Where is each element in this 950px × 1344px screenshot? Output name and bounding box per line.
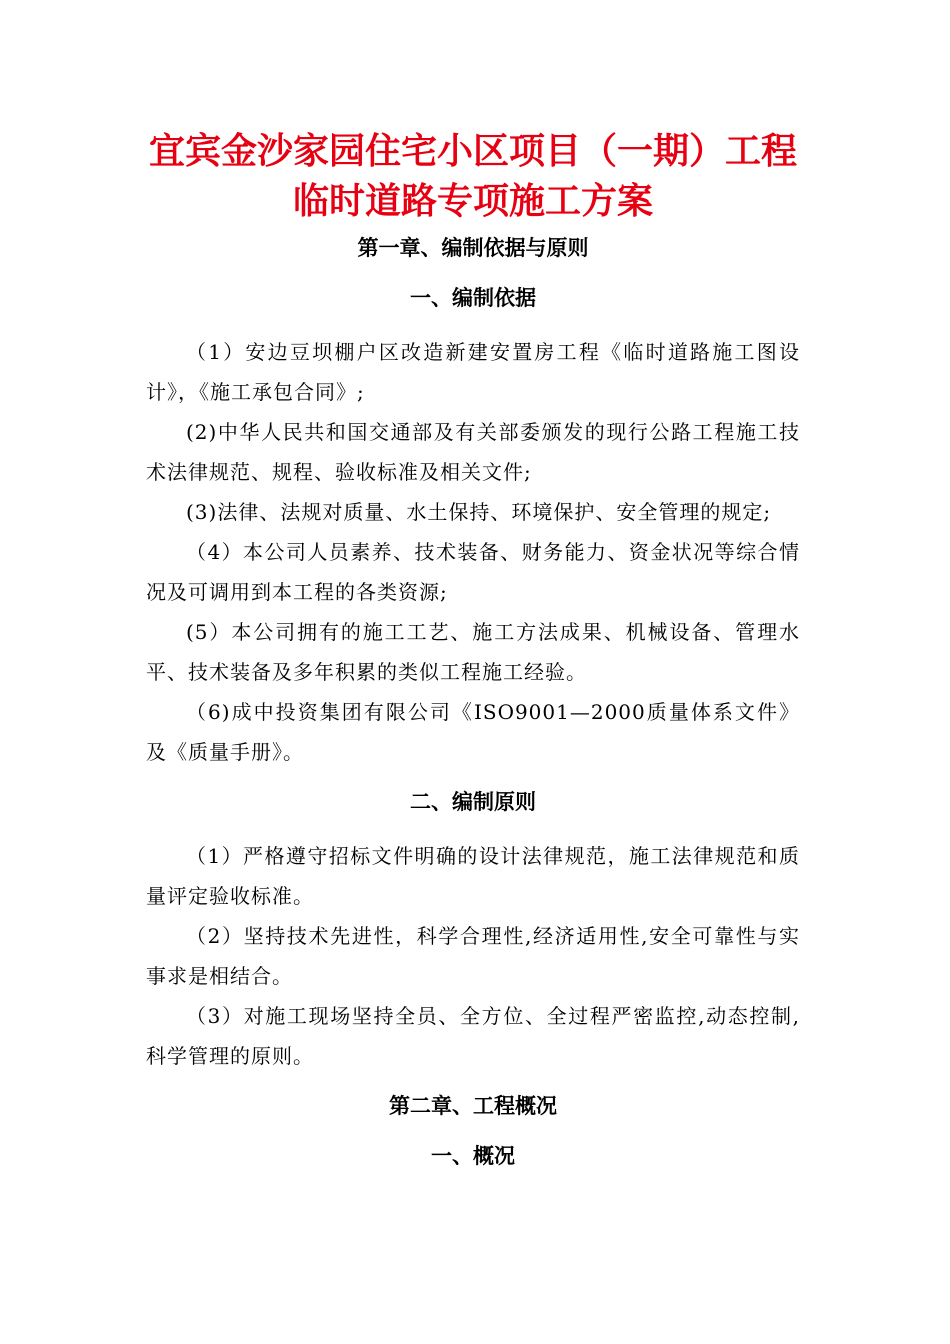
paragraph: (2)中华人民共和国交通部及有关部委颁发的现行公路工程施工技术法律规范、规程、验收标准及相关文件; bbox=[146, 420, 800, 484]
section-1-1-body bbox=[146, 332, 800, 772]
chapter-2-heading: 第二章、工程概况 bbox=[389, 1093, 557, 1118]
paragraph: (5）本公司拥有的施工工艺、施工方法成果、机械设备、管理水平、技术装备及多年积累的类似工程施工经验。 bbox=[146, 620, 800, 684]
title-line-2: 临时道路专项施工方案 bbox=[292, 180, 653, 222]
paragraph: （6)成中投资集团有限公司《ISO9001—2000质量体系文件》及《质量手册》。 bbox=[146, 700, 800, 764]
section-1-1-heading: 一、编制依据 bbox=[410, 285, 536, 310]
paragraph: （2）坚持技术先进性，科学合理性,经济适用性,安全可靠性与实事求是相结合。 bbox=[146, 924, 800, 988]
paragraph: （1）安边豆坝棚户区改造新建安置房工程《临时道路施工图设计》，《施工承包合同》; bbox=[146, 340, 800, 404]
document-title bbox=[146, 126, 800, 226]
chapter-1-heading: 第一章、编制依据与原则 bbox=[357, 235, 589, 260]
section-1-2-heading: 二、编制原则 bbox=[410, 789, 536, 814]
paragraph: (3)法律、法规对质量、水土保持、环境保护、安全管理的规定; bbox=[186, 500, 772, 524]
paragraph: （3）对施工现场坚持全员、全方位、全过程严密监控,动态控制,科学管理的原则。 bbox=[146, 1004, 800, 1068]
title-line-1: 宜宾金沙家园住宅小区项目（一期）工程 bbox=[148, 130, 797, 172]
section-2-1-heading: 一、概况 bbox=[431, 1143, 515, 1168]
section-1-2-body bbox=[146, 836, 800, 1076]
paragraph: （1）严格遵守招标文件明确的设计法律规范，施工法律规范和质量评定验收标准。 bbox=[146, 844, 800, 908]
paragraph: （4）本公司人员素养、技术装备、财务能力、资金状况等综合情况及可调用到本工程的各类资源; bbox=[146, 540, 800, 604]
